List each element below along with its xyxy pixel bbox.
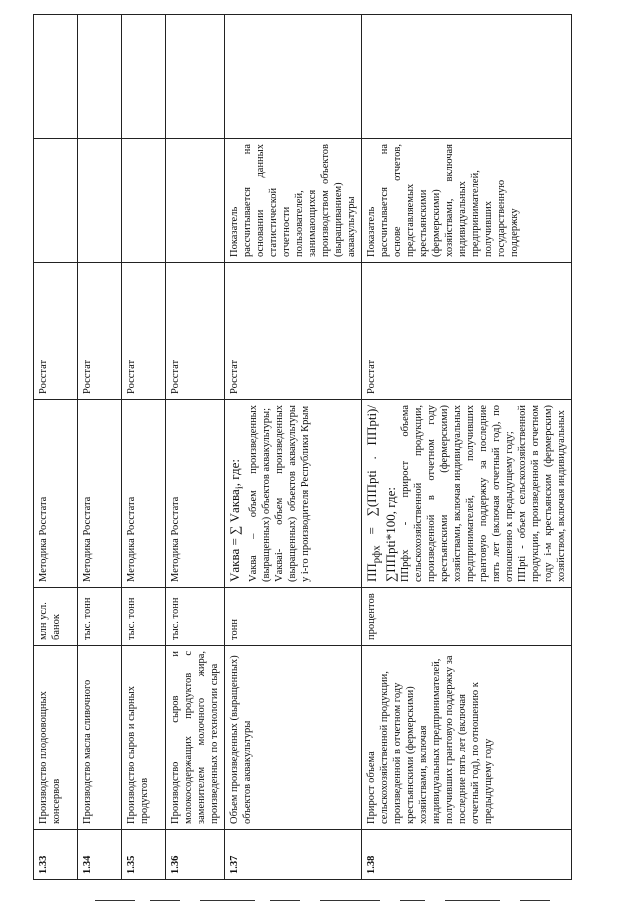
row-number: 1.34 bbox=[78, 830, 122, 880]
indicator-name: Прирост объема сельскохозяйственной продукции, произведенной в отчетном году крестьянскими (фермерскими) хозяйствами, включая индивидуальных предпринимателей, получивших грантовую поддержку за последние пять лет (включая отчетный год), по отношению к предыдущему году bbox=[362, 646, 572, 830]
unit-cell: млн усл. банок bbox=[34, 588, 78, 646]
method-cell: Методика Росстата bbox=[78, 400, 122, 588]
indicator-name: Производство масла сливочного bbox=[78, 646, 122, 830]
unit-cell: тыс. тонн bbox=[166, 588, 225, 646]
table-row bbox=[78, 15, 122, 880]
source-cell: Росстат bbox=[166, 263, 225, 400]
table-row bbox=[362, 15, 572, 880]
table-row bbox=[225, 15, 362, 880]
table-row bbox=[166, 15, 225, 880]
formula: $ПП_{рфх}$ = ∑(ППрti . ППрti)/∑ППрti*100, где: bbox=[364, 405, 398, 582]
extra-cell bbox=[34, 15, 78, 139]
indicator-table bbox=[33, 14, 572, 880]
note-cell: Показатель рассчитывается на основе отчетов, представляемых крестьянскими (фермерскими) хозяйствами, включая индивидуальных предпринимателей, получивших государственную поддержку bbox=[362, 139, 572, 263]
source-cell: Росстат bbox=[34, 263, 78, 400]
method-cell: Методика Росстата bbox=[166, 400, 225, 588]
row-number: 1.37 bbox=[225, 830, 362, 880]
unit-cell: процентов bbox=[362, 588, 572, 646]
indicator-name: Производство плодоовощных консервов bbox=[34, 646, 78, 830]
row-number: 1.38 bbox=[362, 830, 572, 880]
method-cell bbox=[225, 400, 362, 588]
table-row bbox=[122, 15, 166, 880]
unit-cell: тонн bbox=[225, 588, 362, 646]
note-cell bbox=[78, 139, 122, 263]
note-cell: Показатель рассчитывается на основании данных статистической отчетности пользователей, занимающихся производством объектов (выращиванием) аквакультуры bbox=[225, 139, 362, 263]
source-cell: Росстат bbox=[362, 263, 572, 400]
note-cell bbox=[34, 139, 78, 263]
formula-definition: Vаква – объем произведенных (выращенных) объектов аквакультуры; bbox=[247, 405, 272, 582]
unit-cell: тыс. тонн bbox=[78, 588, 122, 646]
extra-cell bbox=[78, 15, 122, 139]
row-number: 1.36 bbox=[166, 830, 225, 880]
formula-definition: ППрti - объем сельскохозяйственной продукции, произведенной в отчетном году i-м крестьянским (фермерским) хозяйством, включая индивидуальных bbox=[516, 405, 567, 582]
source-cell: Росстат bbox=[78, 263, 122, 400]
note-cell bbox=[122, 139, 166, 263]
extra-cell bbox=[166, 15, 225, 139]
scan-artifact-line bbox=[0, 897, 640, 899]
source-cell: Росстат bbox=[122, 263, 166, 400]
indicator-name: Производство сыров и молокосодержащих продуктов с заменителем молочного жира, произведенных по технологии сыра bbox=[166, 646, 225, 830]
formula: Vаква = ∑ Vаква$_i$, где: bbox=[227, 459, 246, 582]
source-cell: Росстат bbox=[225, 263, 362, 400]
rotated-table-page bbox=[33, 15, 628, 880]
row-number: 1.35 bbox=[122, 830, 166, 880]
extra-cell bbox=[122, 15, 166, 139]
extra-cell bbox=[225, 15, 362, 139]
unit-cell: тыс. тонн bbox=[122, 588, 166, 646]
method-cell: Методика Росстата bbox=[34, 400, 78, 588]
formula-definition: Vакваi- объем произведенных (выращенных) объектов аквакультуры у i-го производителя Республики Крым bbox=[273, 405, 311, 582]
row-number: 1.33 bbox=[34, 830, 78, 880]
method-cell bbox=[362, 400, 572, 588]
indicator-name: Объем произведенных (выращенных) объектов аквакультуры bbox=[225, 646, 362, 830]
extra-cell bbox=[362, 15, 572, 139]
method-cell: Методика Росстата bbox=[122, 400, 166, 588]
table-row bbox=[34, 15, 78, 880]
note-cell bbox=[166, 139, 225, 263]
indicator-name: Производство сыров и сырных продуктов bbox=[122, 646, 166, 830]
formula-definition: ППрфх - прирост объема сельскохозяйственной продукции, произведенной в отчетном году крестьянскими (фермерскими) хозяйствами, включая индивидуальных предпринимателей, получивших грантовую поддержку за последние пять лет (включая отчетный год), по отношению к предыдущему году; bbox=[399, 404, 515, 582]
